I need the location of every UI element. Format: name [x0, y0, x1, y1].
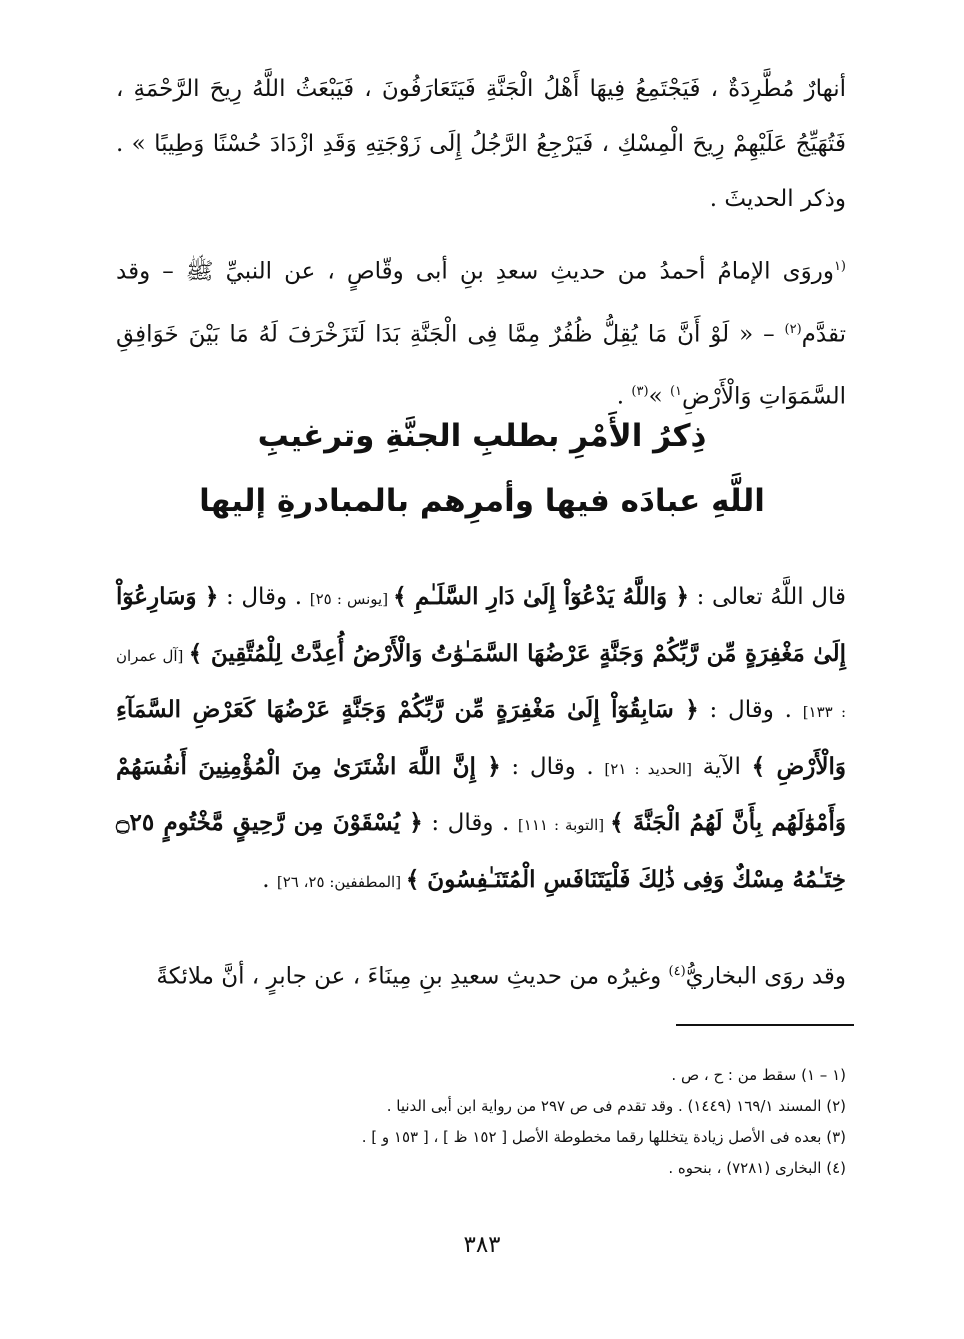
page-number: ٣٨٣ [463, 1232, 501, 1258]
quran-verse: ﴿ وَسَارِعُوٓاْ إِلَىٰ مَغْفِرَةٍ مِّن رَّبِّكُمْ وَجَنَّةٍ عَرْضُهَا السَّمَـٰوَٰتُ وَالْأَرْضُ أُعِدَّتْ لِلْمُتَّقِينَ ﴾ [116, 583, 846, 667]
verse-reference: [يونس : ٢٥] [309, 590, 394, 608]
quran-verse: ﴿ يُسْقَوْنَ مِن رَّحِيقٍ مَّخْتُومٍ ۝٢٥ خِتَـٰمُهُ مِسْكٌ وَفِى ذَٰلِكَ فَلْيَتَنَافَسِ الْمُتَنَـٰفِسُونَ ﴾ [116, 809, 846, 893]
quote-close: » [648, 383, 670, 410]
paragraph-text: . وقال : [698, 697, 803, 723]
paragraph-text: . وقال : [500, 753, 605, 780]
paragraph-end: . [262, 866, 277, 893]
footnote-3: (٣) بعده فى الأصل زيادة يتخللها رقما مخطوطة الأصل [ ١٥٢ ظ ] ، [ ١٥٣ و ] . [361, 1128, 846, 1146]
paragraph-text: . وقال : [218, 584, 310, 610]
paragraph-text: أنهارٌ مُطَّرِدَةٌ ، فَيَجْتَمِعُ فِيهَا أَهْلُ الْجَنَّةِ فَيَتَعَارَفُونَ ، فَيَبْعَثُ اللَّهُ رِيحَ الرَّحْمَةِ ، فَتُهَيِّجُ عَلَيْهِمْ رِيحَ الْمِسْكِ ، فَيَرْجِعُ الرَّجُلُ إِلَى زَوْجَتِهِ وَقَدِ ازْدَادَ حُسْنًا وَطِيبًا » . وذكر الحديثَ . [116, 76, 846, 212]
quran-verse: ﴿ سَابِقُوٓاْ إِلَىٰ مَغْفِرَةٍ مِّن رَّبِّكُمْ وَجَنَّةٍ عَرْضُهَا كَعَرْضِ السَّمَآءِ وَالْأَرْضِ ﴾ [116, 696, 846, 780]
section-heading-line-1: ذِكرُ الأَمْرِ بطلبِ الجنَّةِ وترغيبِ [257, 418, 707, 454]
footnote-marker: (٣) [631, 384, 649, 400]
ahmad-narration-paragraph [116, 238, 846, 426]
paragraph-text: وغيرُه من حديثِ سعيدِ بنِ مِينَاءَ ، عن جابرٍ ، أنَّ ملائكةً [156, 963, 669, 990]
footnote-marker: (٢) [784, 321, 802, 337]
paragraph-text: وقد روَى البخاريُّ [685, 963, 846, 990]
verse-reference: [المطففين: ٢٥، ٢٦] [276, 872, 406, 891]
footnote-marker: (٤) [668, 964, 686, 979]
paragraph-end: . [616, 383, 632, 410]
footnote-marker: (١ [833, 259, 846, 274]
paragraph-text: الآية [691, 753, 752, 780]
quran-verse: ﴿ وَاللَّهُ يَدْعُوٓاْ إِلَىٰ دَارِ السَّلَـٰمِ ﴾ [393, 583, 689, 610]
verse-reference: [آل عمران : ١٣٣] [116, 646, 847, 721]
quran-verses-paragraph [116, 570, 846, 909]
hadith-quote: – « لَوْ أَنَّ مَا يُقِلُّ ظُفُرٌ مِمَّا فِى الْجَنَّةِ بَدَا لَتَزَخْرَفَ لَهُ مَا بَيْنَ خَوَافِقِ السَّمَوَاتِ وَالْأَرْضِ [116, 321, 846, 410]
footnote-1: (١ – ١) سقط من : ح ، ص . [671, 1066, 846, 1084]
paragraph-text: . وقال : [422, 810, 518, 836]
footnote-4: (٤) البخارى (٧٢٨١) ، بنحوه . [668, 1159, 846, 1177]
footnote-marker: ١) [669, 384, 683, 400]
paragraph-text: قال اللَّهُ تعالى : [688, 584, 847, 610]
footnote-divider [676, 1024, 854, 1026]
paragraph-text: وروَى الإمامُ أحمدُ من حديثِ سعدِ بنِ أبى وقّاصٍ ، عن النبيِّ ﷺ – وقد تقدَّم [116, 258, 846, 348]
footnote-2: (٢) المسند ١٦٩/١ (١٤٤٩) . وقد تقدم فى ص ٢٩٧ من رواية ابن أبى الدنيا . [386, 1097, 846, 1115]
verse-reference: [الحديد : ٢١] [604, 759, 692, 778]
bukhari-narration-paragraph [116, 944, 846, 1005]
section-heading-line-2: اللَّهِ عبادَه فيها وأمرِهم بالمبادرةِ إليها [199, 483, 765, 519]
verse-reference: [التوبة : ١١١] [517, 816, 611, 834]
footnotes [116, 1060, 846, 1184]
hadith-continuation-paragraph [116, 62, 846, 227]
quran-verse: ﴿ إِنَّ اللَّهَ اشْتَرَىٰ مِنَ الْمُؤْمِنِينَ أَنفُسَهُمْ وَأَمْوَٰلَهُم بِأَنَّ لَهُمُ الْجَنَّةَ ﴾ [116, 752, 846, 836]
